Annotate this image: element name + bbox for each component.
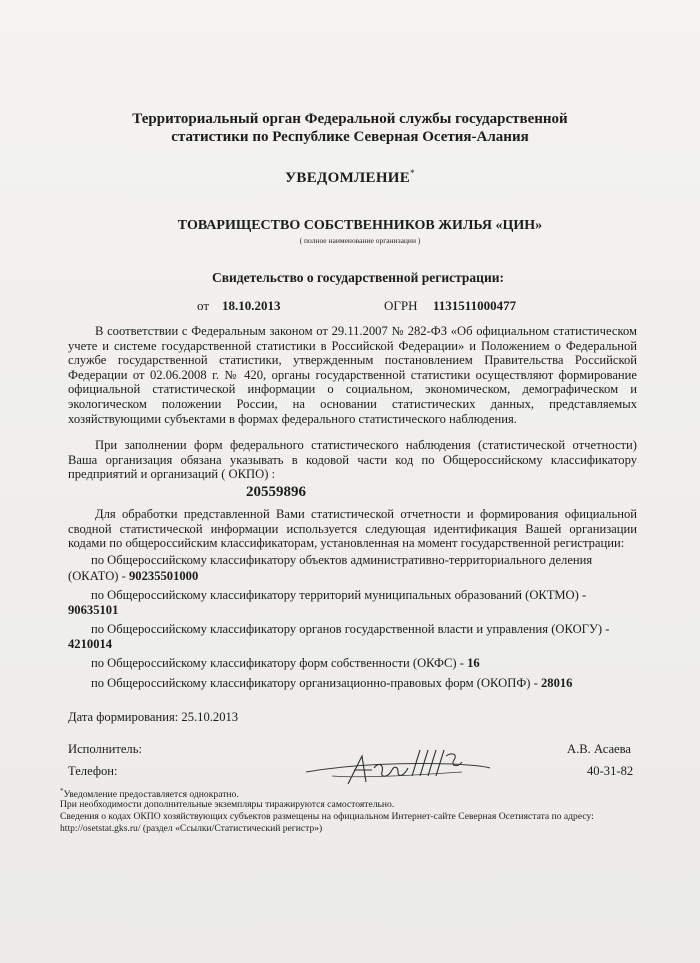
okogu-code: 4210014 xyxy=(68,637,113,651)
footnote-3: Сведения о кодах ОКПО хозяйствующих субъектов размещены на официальном Интернет-сайте Северная Осетиястата по адресу: xyxy=(60,811,594,822)
formation-date-label: Дата формирования: xyxy=(68,710,179,724)
phone-label: Телефон: xyxy=(68,764,118,778)
okopf-description: по Общероссийскому классификатору организационно-правовых форм (ОКОПФ) - xyxy=(91,676,538,690)
paragraph-law: В соответствии с Федеральным законом от 29.11.2007 № 282-ФЗ «Об официальном статистическом учете и системе государственной статистики в Российской Федерации» и Положением о Федеральной службе государственной статистики, утвержденным постановлением Правительства Российской Федерации от 02.06.2008 г. № 420, органы государственной статистики осуществляют формирование официальной статистической информации о социальном, экономическом, демографическом и экологическом положении России, на основании статистических данных, представляемых хозяйствующими субъектами в формах федерального статистического наблюдения. xyxy=(68,324,637,426)
okpo-code: 20559896 xyxy=(246,484,306,500)
paragraph-okpo-intro: При заполнении форм федерального статистического наблюдения (статистической отчетности) Ваша организация обязана указывать в кодовой части код по Общероссийскому классификатору предприятий и организаций ( ОКПО) : xyxy=(68,438,637,482)
okfs-description: по Общероссийскому классификатору форм собственности (ОКФС) - xyxy=(91,656,464,670)
certificate-title: Свидетельство о государственной регистрации: xyxy=(211,270,505,285)
footnote-4: http://osetstat.gks.ru/ (раздел «Ссылки/Статистический регистр») xyxy=(60,823,323,834)
okato-label: (ОКАТО) - xyxy=(68,569,126,583)
footnote-1-text: Уведомление предоставляется однократно. xyxy=(63,789,239,801)
notice-title xyxy=(0,168,700,187)
organization-name: ТОВАРИЩЕСТВО СОБСТВЕННИКОВ ЖИЛЬЯ «ЦИН» xyxy=(177,218,543,233)
okfs-code: 16 xyxy=(467,656,480,670)
issuing-authority-line-2: статистики по Республике Северная Осетия-Алания xyxy=(171,129,529,145)
okopf-line xyxy=(91,676,572,691)
notice-title-text: УВЕДОМЛЕНИЕ xyxy=(285,170,411,186)
okopf-code: 28016 xyxy=(540,676,573,690)
okato-code: 90235501000 xyxy=(129,569,199,583)
okato-description: по Общероссийскому классификатору объектов административно-территориального деления xyxy=(91,553,593,567)
okogu-description: по Общероссийскому классификатору органов государственной власти и управления (ОКОГУ) - xyxy=(91,622,610,636)
okato-line xyxy=(68,569,198,584)
oktmo-description: по Общероссийскому классификатору территорий муниципальных образований (ОКТМО) - xyxy=(91,588,587,602)
footnote-mark: * xyxy=(60,787,64,795)
phone-value: 40-31-82 xyxy=(587,764,634,778)
footnote-2: При необходимости дополнительные экземпляры тиражируются самостоятельно. xyxy=(60,799,395,810)
executor-name: А.В. Асаева xyxy=(567,742,632,756)
paragraph-classifiers-intro: Для обработки представленной Вами статистической отчетности и формирования официальной сводной статистической информации используется следующая идентификация Вашей организации кодами по общероссийским классификаторам, установленная на момент государственной регистрации: xyxy=(68,507,637,551)
issuing-authority xyxy=(0,110,700,146)
notice-footnote-mark: * xyxy=(410,168,415,178)
certificate-from-label: от xyxy=(197,298,210,313)
issuing-authority-line-1: Территориальный орган Федеральной службы государственной xyxy=(132,111,568,127)
ogrn-label: ОГРН xyxy=(384,298,418,313)
oktmo-code: 90635101 xyxy=(68,603,119,617)
organization-name-hint: ( полное наименование организации ) xyxy=(299,236,421,245)
handwritten-signature xyxy=(302,742,492,794)
executor-label: Исполнитель: xyxy=(68,742,142,756)
okfs-line xyxy=(91,656,480,671)
formation-date-value: 25.10.2013 xyxy=(181,710,239,724)
formation-date-line xyxy=(68,710,238,725)
ogrn-value: 1131511000477 xyxy=(433,298,517,313)
certificate-date: 18.10.2013 xyxy=(222,298,281,313)
